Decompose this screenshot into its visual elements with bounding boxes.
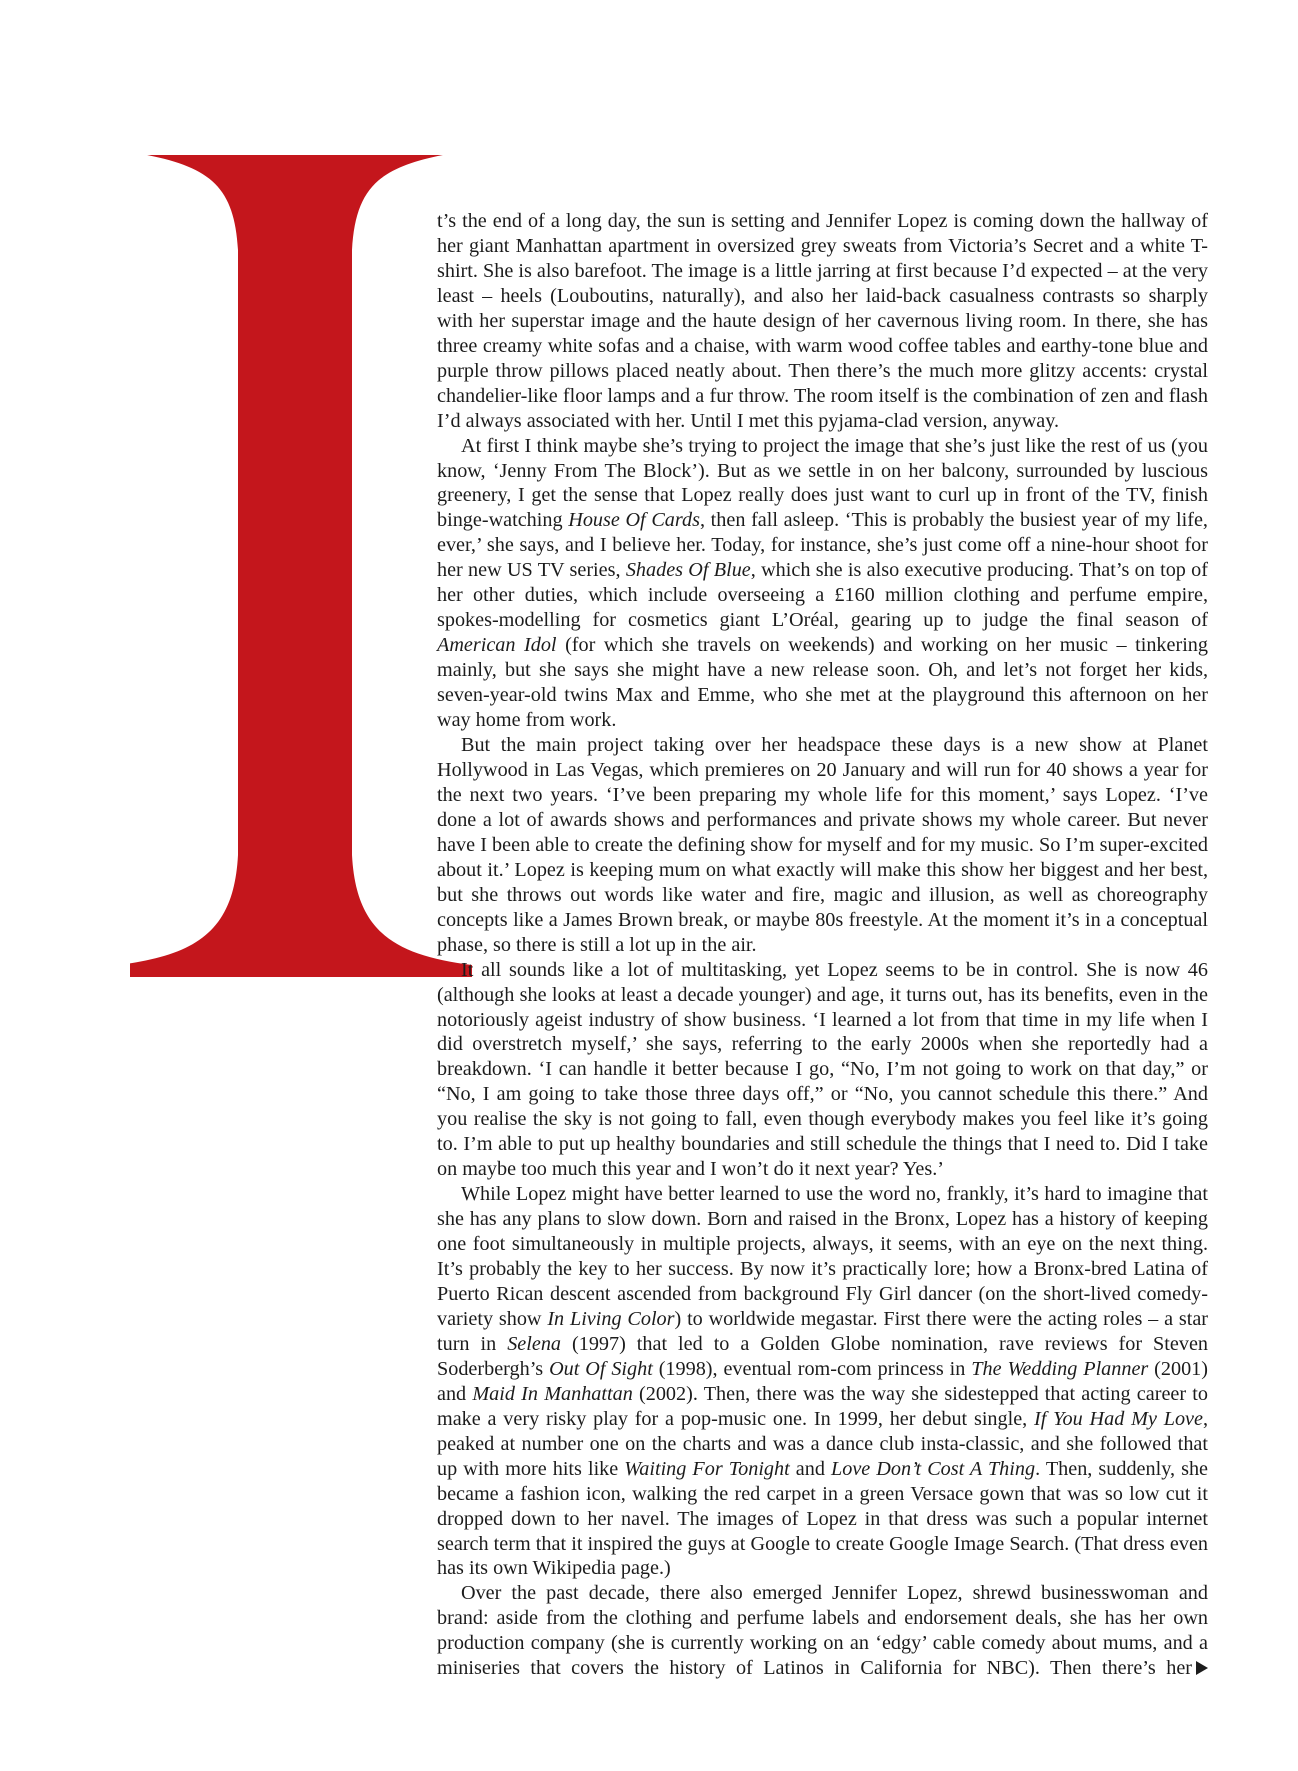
drop-cap-shape (130, 155, 472, 977)
article-body (437, 209, 1208, 1681)
italic-title: The Wedding Planner (971, 1357, 1149, 1380)
italic-title: Waiting For Tonight (624, 1457, 790, 1480)
italic-title: Maid In Manhattan (472, 1382, 633, 1405)
article-paragraph: But the main project taking over her headspace these days is a new show at Planet Hollywood in Las Vegas, which premieres on 20 January and will run for 40 shows a year for the next two years. ‘I’ve been preparing my whole life for this moment,’ says Lopez. ‘I’ve done a lot of awards shows and performances and private shows my whole career. But never have I been able to create the defining show for myself and for my music. So I’m super-excited about it.’ Lopez is keeping mum on what exactly will make this show her biggest and her best, but she throws out words like water and fire, magic and illusion, as well as choreography concepts like a James Brown break, or maybe 80s freestyle. At the moment it’s in a conceptual phase, so there is still a lot up in the air. (437, 734, 1208, 956)
italic-title: House Of Cards (568, 509, 700, 532)
italic-title: If You Had My Love (1034, 1407, 1203, 1430)
article-paragraph: Over the past decade, there also emerged Jennifer Lopez, shrewd businesswoman and brand: aside from the clothing and perfume labels and endorsement deals, she has her own production company (she is currently working on an ‘edgy’ cable comedy about mums, and a miniseries that covers the history of Latinos in California for NBC). Then there’s her (437, 1582, 1208, 1680)
italic-title: American Idol (437, 634, 557, 657)
italic-title: Out Of Sight (549, 1357, 653, 1380)
italic-title: Selena (507, 1332, 562, 1355)
right-triangle-icon (1196, 1661, 1208, 1675)
article-paragraph: It all sounds like a lot of multitasking, yet Lopez seems to be in control. She is now 46 (although she looks at least a decade younger) and age, it turns out, has its benefits, even in the notoriously ageist industry of show business. ‘I learned a lot from that time in my life when I did overstretch myself,’ she says, referring to the early 2000s when she reportedly had a breakdown. ‘I can handle it better because I go, “No, I’m not going to work on that day,” or “No, I am going to take those three days off,” or “No, you cannot schedule this there.” And you realise the sky is not going to fall, even though everybody makes you feel like it’s going to. I’m able to put up healthy boundaries and still schedule the things that I need to. Did I take on maybe too much this year and I won’t do it next year? Yes.’ (437, 958, 1208, 1181)
article-paragraph: While Lopez might have better learned to use the word no, frankly, it’s hard to imagine that she has any plans to slow down. Born and raised in the Bronx, Lopez has a history of keeping one foot simultaneously in multiple projects, always, it seems, with an eye on the next thing. It’s probably the key to her success. By now it’s practically lore; how a Bronx-bred Latina of Puerto Rican descent ascended from background Fly Girl dancer (on the short-lived comedy-variety show In Living Color) to worldwide megastar. First there were the acting roles – a star turn in Selena (1997) that led to a Golden Globe nomination, rave reviews for Steven Soderbergh’s Out Of Sight (1998), eventual rom-com princess in The Wedding Planner (2001) and Maid In Manhattan (2002). Then, there was the way she sidestepped that acting career to make a very risky play for a pop-music one. In 1999, her debut single, If You Had My Love, peaked at number one on the charts and was a dance club insta-classic, and she followed that up with more hits like Waiting For Tonight and Love Don’t Cost A Thing. Then, suddenly, she became a fashion icon, walking the red carpet in a green Versace gown that was so low cut it dropped down to her navel. The images of Lopez in that dress was such a popular internet search term that it inspired the guys at Google to create Google Image Search. (That dress even has its own Wikipedia page.) (437, 1183, 1209, 1580)
italic-title: Shades Of Blue (625, 559, 751, 582)
italic-title: In Living Color (547, 1307, 675, 1330)
italic-title: Love Don’t Cost A Thing (831, 1457, 1036, 1480)
article-paragraph: At first I think maybe she’s trying to project the image that she’s just like the rest of us (you know, ‘Jenny From The Block’). But as we settle in on her balcony, surrounded by luscious greenery, I get the sense that Lopez really does just want to curl up in front of the TV, finish binge-watching House Of Cards, then fall asleep. ‘This is probably the busiest year of my life, ever,’ she says, and I believe her. Today, for instance, she’s just come off a nine-hour shoot for her new US TV series, Shades Of Blue, which she is also executive producing. That’s on top of her other duties, which include overseeing a £160 million clothing and perfume empire, spokes-modelling for cosmetics giant L’Oréal, gearing up to judge the final season of American Idol (for which she travels on weekends) and working on her music – tinkering mainly, but she says she might have a new release soon. Oh, and let’s not forget her kids, seven-year-old twins Max and Emme, who she met at the playground this afternoon on her way home from work. (437, 434, 1208, 732)
article-paragraph: t’s the end of a long day, the sun is setting and Jennifer Lopez is coming down the hallway of her giant Manhattan apartment in oversized grey sweats from Victoria’s Secret and a white T-shirt. She is also barefoot. The image is a little jarring at first because I’d expected – at the very least – heels (Louboutins, naturally), and also her laid-back casualness contrasts so sharply with her superstar image and the haute design of her cavernous living room. In there, she has three creamy white sofas and a chaise, with warm wood coffee tables and earthy-tone blue and purple throw pillows placed neatly about. Then there’s the much more glitzy accents: crystal chandelier-like floor lamps and a fur throw. The room itself is the combination of zen and flash I’d always associated with her. Until I met this pyjama-clad version, anyway. (437, 210, 1208, 432)
